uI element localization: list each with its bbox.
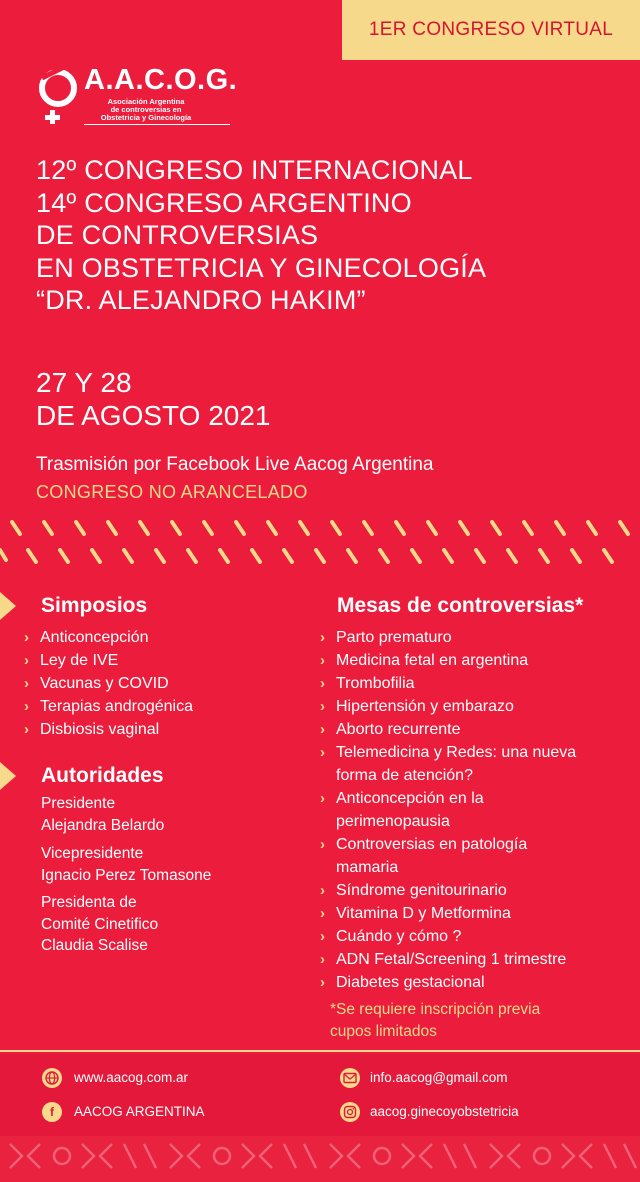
- mesas-list: [320, 626, 576, 994]
- list-item: › Ley de IVE: [24, 649, 193, 672]
- chevron-right-icon: ›: [24, 629, 29, 646]
- logo-subtitle: Asociación Argentina de controversias en Obstetricia y Ginecología: [100, 97, 192, 122]
- chevron-right-icon: ›: [24, 652, 29, 669]
- chevron-right-icon: ›: [320, 836, 325, 853]
- autoridades-title: Autoridades: [41, 764, 164, 787]
- list-item: › Parto prematuro: [320, 626, 576, 649]
- list-item: › Cuándo y cómo ?: [320, 925, 576, 948]
- registration-note: *Se requiere inscripción previa cupos limitados: [330, 1001, 541, 1040]
- chevron-right-icon: ›: [320, 744, 325, 761]
- facebook-link[interactable]: AACOG ARGENTINA: [74, 1104, 205, 1119]
- logo-divider: [84, 124, 230, 125]
- free-congress-label: CONGRESO NO ARANCELADO: [36, 482, 308, 502]
- logo-name: A.A.C.O.G.: [84, 64, 238, 96]
- section-marker-simposios: [0, 592, 16, 620]
- chevron-right-icon: ›: [320, 882, 325, 899]
- chevron-right-icon: ›: [320, 790, 325, 807]
- mesas-title: Mesas de controversias*: [337, 594, 584, 617]
- facebook-icon: f: [42, 1102, 62, 1122]
- chevron-right-icon: ›: [320, 698, 325, 715]
- chevron-right-icon: ›: [24, 698, 29, 715]
- chevron-right-icon: ›: [320, 652, 325, 669]
- list-item: › Medicina fetal en argentina: [320, 649, 576, 672]
- chevron-right-icon: ›: [320, 928, 325, 945]
- chevron-right-icon: ›: [320, 905, 325, 922]
- list-item: › Aborto recurrente: [320, 718, 576, 741]
- autoridad-vicepresidente: Vicepresidente Ignacio Perez Tomasone: [41, 845, 212, 884]
- footer-divider-top: [0, 1050, 640, 1052]
- chevron-right-icon: ›: [320, 629, 325, 646]
- simposios-title: Simposios: [41, 594, 148, 617]
- mail-icon: [340, 1068, 360, 1088]
- dash-pattern-bottom: [0, 548, 640, 568]
- email-link[interactable]: info.aacog@gmail.com: [370, 1070, 508, 1085]
- section-marker-autoridades: [0, 762, 16, 790]
- list-item: › Vitamina D y Metformina: [320, 902, 576, 925]
- list-item: › Diabetes gestacional: [320, 971, 576, 994]
- list-item: › Anticoncepción: [24, 626, 193, 649]
- list-item: › Síndrome genitourinario: [320, 879, 576, 902]
- autoridad-presidente: Presidente Alejandra Belardo: [41, 795, 165, 834]
- chevron-right-icon: ›: [24, 721, 29, 738]
- chevron-right-icon: ›: [24, 675, 29, 692]
- list-item: › Vacunas y COVID: [24, 672, 193, 695]
- list-item: › Trombofilia: [320, 672, 576, 695]
- list-item: › Disbiosis vaginal: [24, 718, 193, 741]
- chevron-right-icon: ›: [320, 675, 325, 692]
- list-item: › Anticoncepción en la perimenopausia: [320, 787, 576, 833]
- congress-title: 12º CONGRESO INTERNACIONAL 14º CONGRESO ARGENTINO DE CONTROVERSIAS EN OBSTETRICIA Y GINECOLOGÍA “DR. ALEJANDRO HAKIM”: [36, 155, 487, 315]
- chevron-right-icon: ›: [320, 974, 325, 991]
- chevron-right-icon: ›: [320, 951, 325, 968]
- footer-pattern: [0, 1136, 640, 1182]
- list-item: › Terapias androgénica: [24, 695, 193, 718]
- dash-pattern-top: [0, 520, 640, 540]
- globe-icon: [42, 1068, 62, 1088]
- chevron-right-icon: ›: [320, 721, 325, 738]
- simposios-list: [24, 626, 193, 741]
- autoridad-comite: Presidenta de Comité Cinetifico Claudia Scalise: [41, 894, 159, 954]
- congress-badge: 1ER CONGRESO VIRTUAL: [342, 0, 640, 60]
- list-item: › Hipertensión y embarazo: [320, 695, 576, 718]
- list-item: › ADN Fetal/Screening 1 trimestre: [320, 948, 576, 971]
- list-item: › Telemedicina y Redes: una nueva forma de atención?: [320, 741, 576, 787]
- logo-text: [84, 64, 237, 122]
- instagram-link[interactable]: aacog.ginecoyobstetricia: [370, 1104, 519, 1119]
- congress-date: 27 Y 28 DE AGOSTO 2021: [36, 367, 271, 431]
- list-item: › Controversias en patología mamaria: [320, 833, 576, 879]
- instagram-icon: [340, 1102, 360, 1122]
- website-link[interactable]: www.aacog.com.ar: [74, 1070, 189, 1085]
- transmission-info: Trasmisión por Facebook Live Aacog Argentina: [36, 454, 434, 475]
